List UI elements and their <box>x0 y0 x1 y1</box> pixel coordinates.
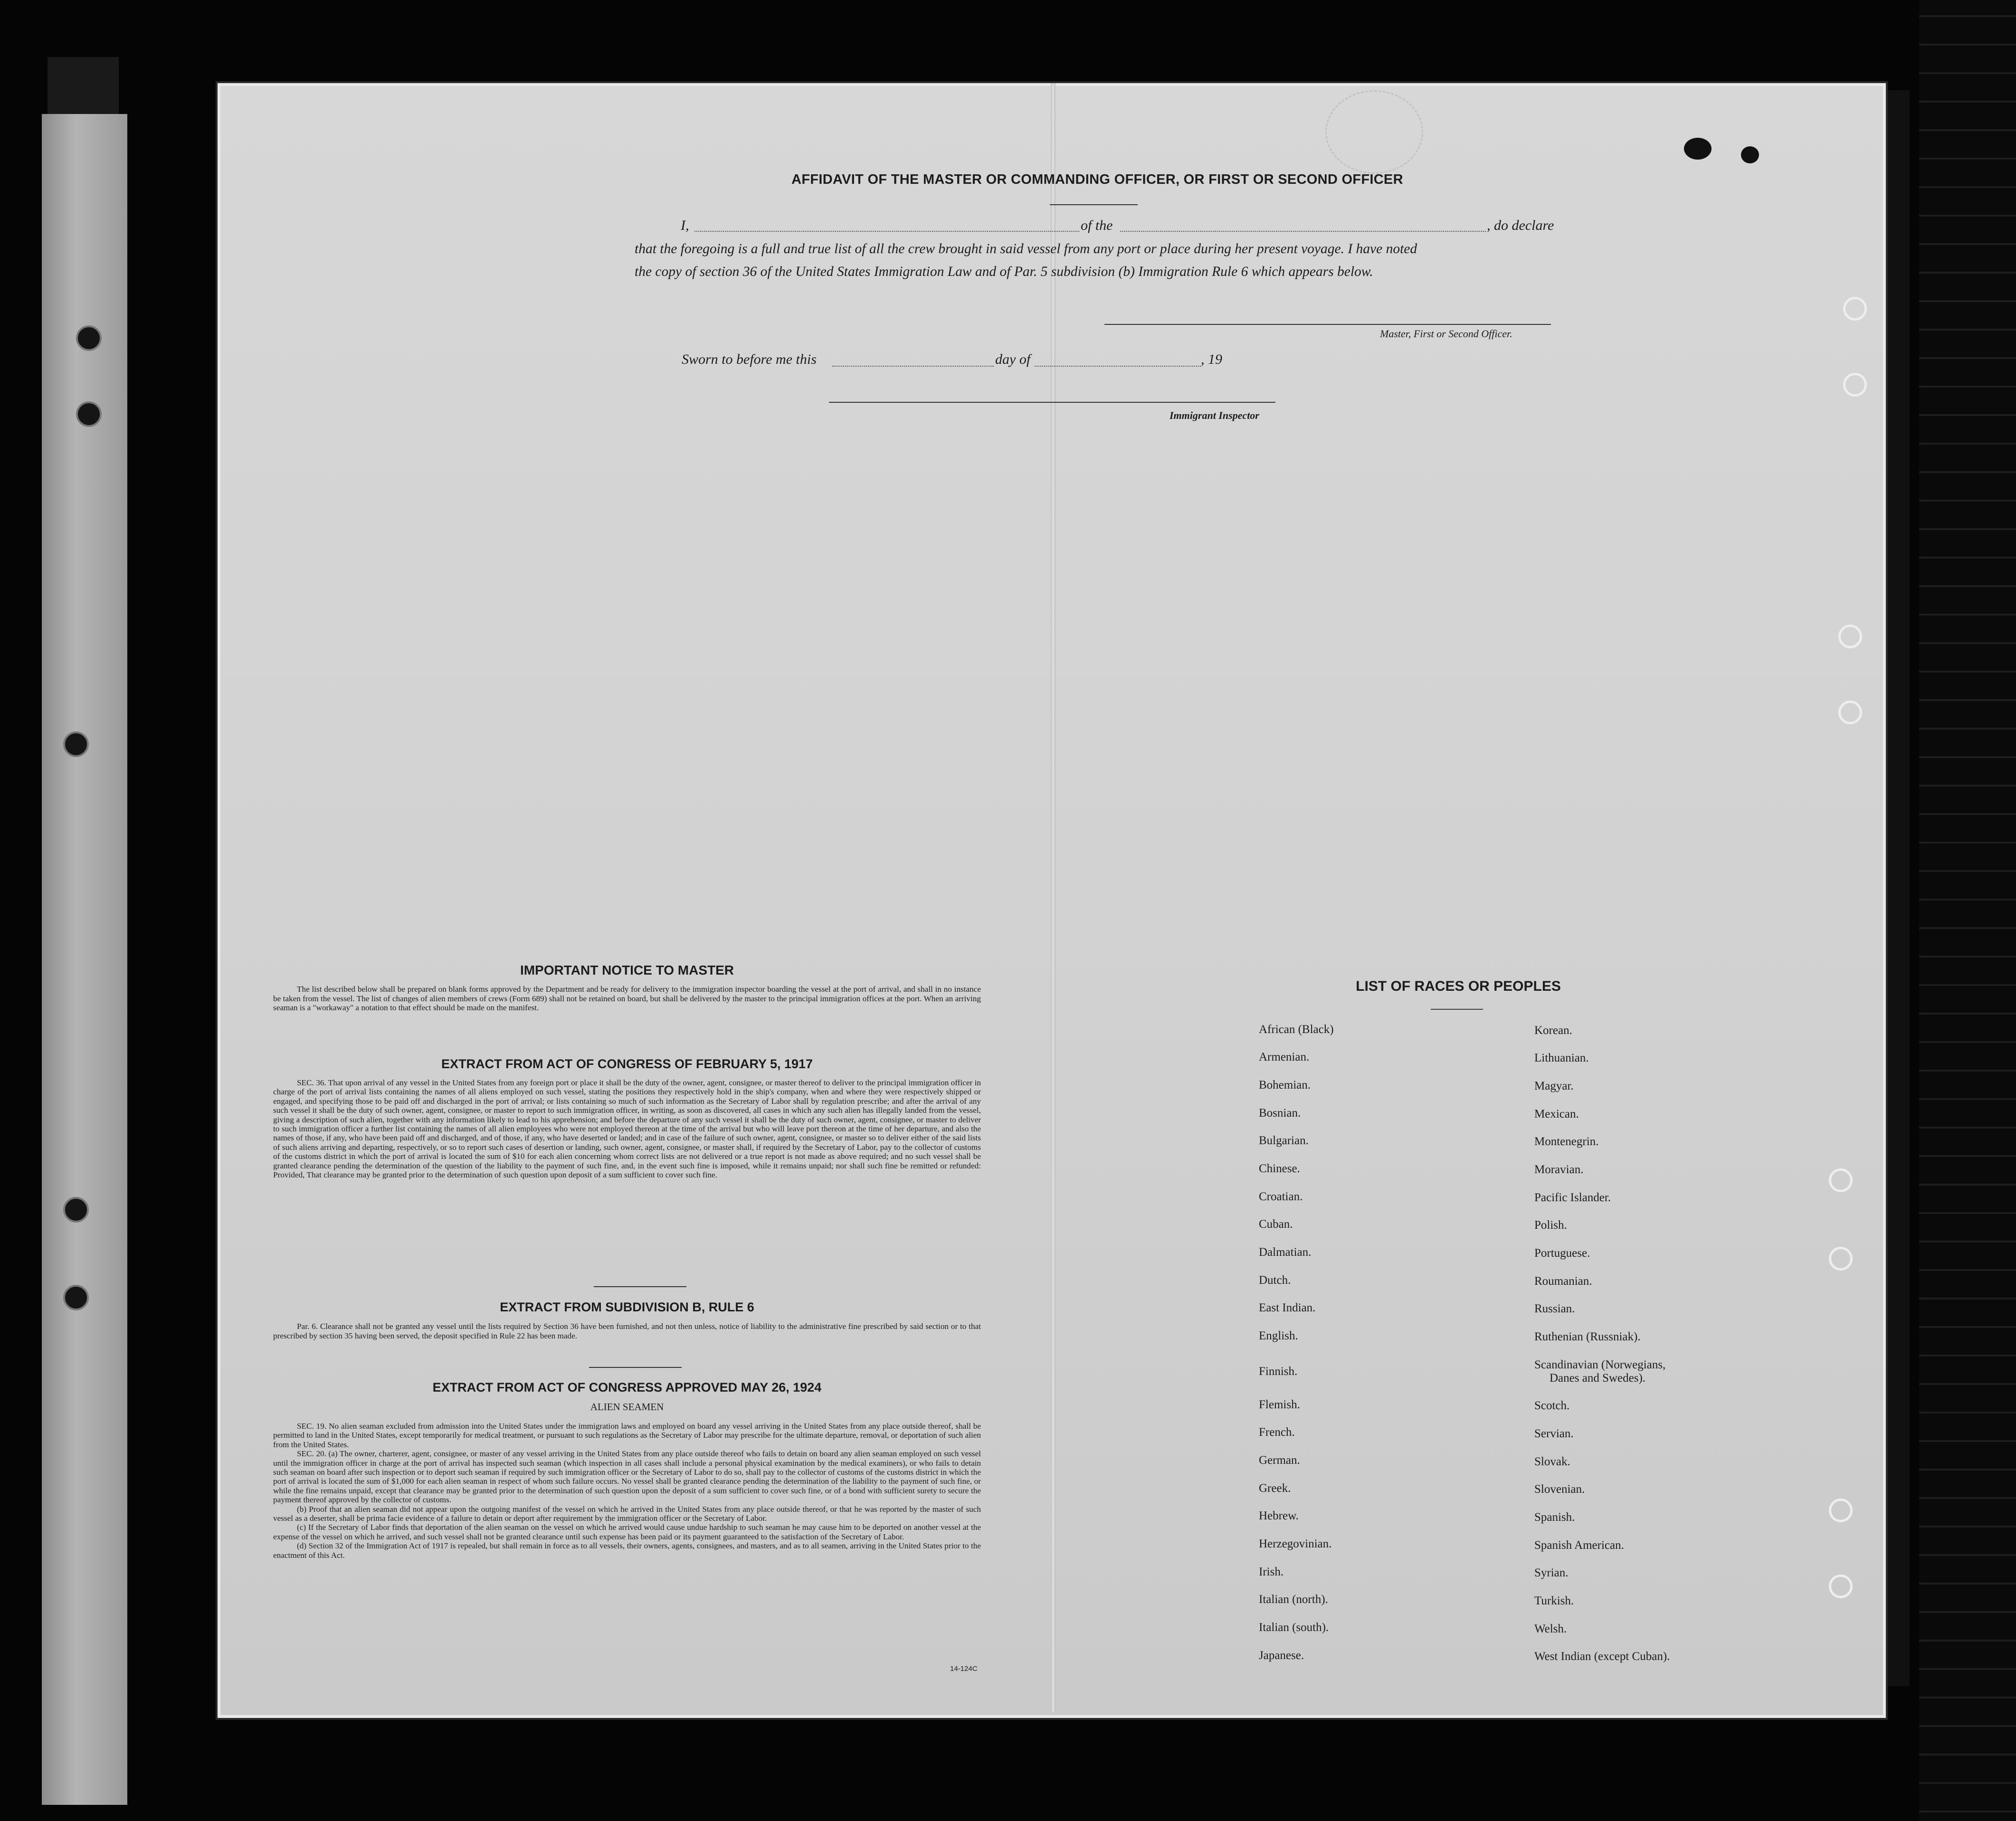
binder-ring <box>1838 701 1862 724</box>
race-item: Welsh. <box>1534 1622 1567 1635</box>
divider <box>1431 1009 1483 1010</box>
race-item: Russian. <box>1534 1302 1575 1315</box>
race-item: Spanish. <box>1534 1511 1575 1524</box>
inspector-label: Immigrant Inspector <box>1170 409 1259 421</box>
race-item: Roumanian. <box>1534 1275 1592 1288</box>
races-title: LIST OF RACES OR PEOPLES <box>1356 978 1561 994</box>
notice-title: IMPORTANT NOTICE TO MASTER <box>520 963 734 977</box>
affidavit-declare: , do declare <box>1487 218 1554 233</box>
race-item: Hebrew. <box>1259 1509 1299 1522</box>
race-item: Dutch. <box>1259 1274 1291 1287</box>
race-item: Armenian. <box>1259 1051 1310 1063</box>
race-item: Danes and Swedes). <box>1550 1372 1646 1385</box>
binder-ring <box>1829 1168 1853 1192</box>
inspector-signature-line[interactable] <box>829 402 1275 403</box>
race-item: Finnish. <box>1259 1365 1298 1378</box>
race-item: Syrian. <box>1534 1566 1569 1579</box>
master-signature-line[interactable] <box>1104 324 1551 325</box>
extract-1917-text <box>273 1078 981 1179</box>
race-item: Montenegrin. <box>1534 1135 1599 1148</box>
extract-1924-subtitle: ALIEN SEAMEN <box>590 1401 664 1413</box>
section-19-paragraph: SEC. 19. No alien seaman excluded from admission into the United States under the immigration laws and employed on board any vessel arriving in the United States from any place outside thereof, shall be permitted to land in the United States, except temporarily for medical treatment, or pursuant to such regulations as the Secretary of Labor may prescribe for the ultimate departure, removal, or deportation of such alien from the United States. <box>273 1422 981 1449</box>
race-item: Mexican. <box>1534 1108 1579 1120</box>
race-item: Flemish. <box>1259 1398 1300 1411</box>
section-20d-paragraph: (d) Section 32 of the Immigration Act of 1917 is repealed, but shall remain in force as to all vessels, their owners, agents, consignees, and masters, and as to all seamen, arriving in the United States prior to the enactment of this Act. <box>273 1541 981 1560</box>
affidavit-line-3: the copy of section 36 of the United States Immigration Law and of Par. 5 subdivision (b) Immigration Rule 6 which appears below. <box>635 264 1373 279</box>
divider <box>594 1286 686 1287</box>
race-item: African (Black) <box>1259 1023 1334 1036</box>
race-item: Croatian. <box>1259 1190 1303 1203</box>
binder-strip <box>42 114 127 1805</box>
binder-ring <box>1829 1499 1853 1522</box>
affidavit-title: AFFIDAVIT OF THE MASTER OR COMMANDING OFFICER, OR FIRST OR SECOND OFFICER <box>791 172 1403 187</box>
punch-hole <box>76 325 102 351</box>
divider <box>1050 204 1138 205</box>
race-item: Slovak. <box>1534 1455 1570 1468</box>
ink-blot <box>1741 146 1759 163</box>
binder-ring <box>1829 1247 1853 1271</box>
binder-ring <box>1843 373 1867 397</box>
race-item: East Indian. <box>1259 1301 1316 1314</box>
master-label: Master, First or Second Officer. <box>1380 328 1512 340</box>
affidavit-i: I, <box>681 218 689 233</box>
section-20b-paragraph: (b) Proof that an alien seaman did not appear upon the outgoing manifest of the vessel on which he arrived in the United States from any place outside thereof, or that he was reported by the master of such vessel as a deserter, shall be prima facie evidence of a failure to detain or deport after requirement by the immigration officer or the Secretary of Labor. <box>273 1504 981 1523</box>
affidavit-line-2: that the foregoing is a full and true list of all the crew brought in said vessel from any port or place during her present voyage. I have noted <box>635 241 1417 256</box>
ink-blot <box>1684 138 1712 160</box>
race-item: Servian. <box>1534 1427 1574 1440</box>
binder-ring <box>1843 297 1867 321</box>
month-blank[interactable] <box>1035 366 1201 367</box>
race-item: Korean. <box>1534 1024 1572 1037</box>
name-blank[interactable] <box>694 231 1079 232</box>
race-item: German. <box>1259 1454 1300 1467</box>
race-item: Turkish. <box>1534 1594 1574 1607</box>
punch-hole <box>63 1285 89 1310</box>
notice-paragraph: The list described below shall be prepared on blank forms approved by the Department and be ready for delivery to the immigration inspector boarding the vessel at the port of arrival, and shall in no instance be taken from the vessel. The list of changes of alien members of crews (Form 689) shall not be retained on board, but shall be delivered by the master to the principal immigration offices at the port. When an arriving seaman is a "workaway" a notation to that effect should be made on the manifest. <box>273 985 981 1012</box>
section-20a-paragraph: SEC. 20. (a) The owner, charterer, agent, consignee, or master of any vessel arriving in the United States from any place outside thereof who fails to detain on board any alien seaman employed on such vessel until the immigration officer in charge at the port of arrival has inspected such seaman (which inspection in all cases shall include a personal physical examination by the medical examiners), or who fails to detain such seaman on board after such inspection or to deport such seaman if required by such immigration officer or the Secretary of Labor to do so, shall pay to the collector of customs of the customs district in which the port of arrival is located the sum of $1,000 for each alien seaman in respect of whom such failure occurs. No vessel shall be granted clearance pending the determination of the liability to the payment of such fine, or while the fine remains unpaid, except that clearance may be granted prior to the determination of such question upon the deposit of a sum sufficient to cover such fine, or of a bond with sufficient surety to secure the payment thereof approved by the collector of customs. <box>273 1449 981 1505</box>
section-36-paragraph: SEC. 36. That upon arrival of any vessel in the United States from any foreign port or place it shall be the duty of the owner, agent, consignee, or master thereof to deliver to the principal immigration officer in charge of the port of arrival lists containing the names of all aliens employed on such vessel, stating the positions they respectively hold in the ship's company, when and where they were respectively shipped or engaged, and specifying those to be paid off and discharged in the port of arrival; or lists containing so much of such information as the Secretary of Labor shall by regulation prescribe; and after the arrival of any such vessel it shall be the duty of such owner, agent, consignee, or master to report to such immigration officer, in writing, as soon as discovered, all cases in which any such alien has illegally landed from the vessel, giving a description of such alien, together with any information likely to lead to his apprehension; and before the departure of any such vessel it shall be the duty of such owner, agent, consignee, or master to deliver to such immigration officer a further list containing the names of all alien employees who were not employed thereon at the time of the arrival but who will leave port thereon at the time of her departure, and also the names of those, if any, who have been paid off and discharged, and of those, if any, who have deserted or landed; and in case of the failure of such owner, agent, consignee, or master so to deliver either of the said lists of such aliens arriving and departing, respectively, or so to report such cases of desertion or landing, such owner, agent, consignee, or master shall, if required by the Secretary of Labor, pay to the collector of customs of the customs district in which the port of arrival is located the sum of $10 for each alien concerning whom correct lists are not delivered or a true report is not made as above required; and no such vessel shall be granted clearance pending the determination of the question of the liability to the payment of such fine, and, in the event such fine is imposed, while it remains unpaid; nor shall such fine be remitted or refunded: Provided, That clearance may be granted prior to the determination of such question upon deposit of a sum sufficient to cover such fine. <box>273 1078 981 1180</box>
extract-rule6-title: EXTRACT FROM SUBDIVISION B, RULE 6 <box>500 1300 754 1314</box>
race-item: Greek. <box>1259 1482 1291 1495</box>
race-item: Magyar. <box>1534 1080 1574 1092</box>
faint-stamp <box>1325 90 1423 174</box>
race-item: Ruthenian (Russniak). <box>1534 1330 1641 1343</box>
affidavit-of-the: of the <box>1081 218 1113 233</box>
scan-noise <box>1919 0 2016 1821</box>
section-20c-paragraph: (c) If the Secretary of Labor finds that deportation of the alien seaman on the vessel on which he arrived would cause undue hardship to such seaman he may cause him to be deported on another vessel at the expense of the vessel on which he arrived, and such vessel shall not be granted clearance until such expense has been paid or its payment guaranteed to the satisfaction of the Secretary of Labor. <box>273 1523 981 1541</box>
race-item: Chinese. <box>1259 1162 1300 1175</box>
day-blank[interactable] <box>832 366 994 367</box>
race-item: Italian (north). <box>1259 1593 1328 1606</box>
extract-rule6-text <box>273 1322 981 1340</box>
vessel-blank[interactable] <box>1120 231 1486 232</box>
sworn-text: Sworn to before me this <box>682 351 817 367</box>
race-item: Moravian. <box>1534 1163 1584 1176</box>
day-of: day of <box>995 351 1031 367</box>
punch-hole <box>63 731 89 757</box>
par-6-paragraph: Par. 6. Clearance shall not be granted any vessel until the lists required by Section 36 have been furnished, and not then unless, notice of liability to the administrative fine prescribed by said section or to that prescribed by section 35 having been served, the deposit specified in Rule 22 has been made. <box>273 1322 981 1340</box>
race-item: Spanish American. <box>1534 1539 1624 1552</box>
race-item: Irish. <box>1259 1565 1284 1578</box>
form-number: 14-124C <box>950 1665 978 1673</box>
race-item: Italian (south). <box>1259 1621 1329 1634</box>
punch-hole <box>76 401 102 427</box>
race-item: French. <box>1259 1426 1295 1439</box>
extract-1917-title: EXTRACT FROM ACT OF CONGRESS OF FEBRUARY 5, 1917 <box>441 1057 813 1071</box>
race-item: Pacific Islander. <box>1534 1191 1611 1204</box>
race-item: English. <box>1259 1329 1298 1342</box>
race-item: Japanese. <box>1259 1649 1304 1662</box>
race-item: Scotch. <box>1534 1399 1570 1412</box>
race-item: West Indian (except Cuban). <box>1534 1650 1670 1663</box>
page-fold <box>1051 83 1056 1712</box>
race-item: Slovenian. <box>1534 1483 1585 1496</box>
divider <box>589 1367 682 1368</box>
binder-ring <box>1829 1574 1853 1598</box>
race-item: Bulgarian. <box>1259 1134 1309 1147</box>
race-item: Dalmatian. <box>1259 1246 1312 1259</box>
extract-1924-text <box>273 1422 981 1560</box>
race-item: Herzegovinian. <box>1259 1537 1332 1550</box>
race-item: Scandinavian (Norwegians, <box>1534 1358 1666 1371</box>
race-item: Lithuanian. <box>1534 1052 1589 1064</box>
race-item: Bohemian. <box>1259 1079 1311 1091</box>
punch-hole <box>63 1197 89 1223</box>
race-item: Cuban. <box>1259 1218 1293 1231</box>
race-item: Bosnian. <box>1259 1107 1301 1119</box>
extract-1924-title: EXTRACT FROM ACT OF CONGRESS APPROVED MAY 26, 1924 <box>432 1380 822 1394</box>
notice-text <box>273 985 981 1013</box>
race-item: Portuguese. <box>1534 1247 1590 1260</box>
binder-ring <box>1838 625 1862 648</box>
year-prefix: , 19 <box>1201 351 1222 367</box>
race-item: Polish. <box>1534 1219 1567 1232</box>
